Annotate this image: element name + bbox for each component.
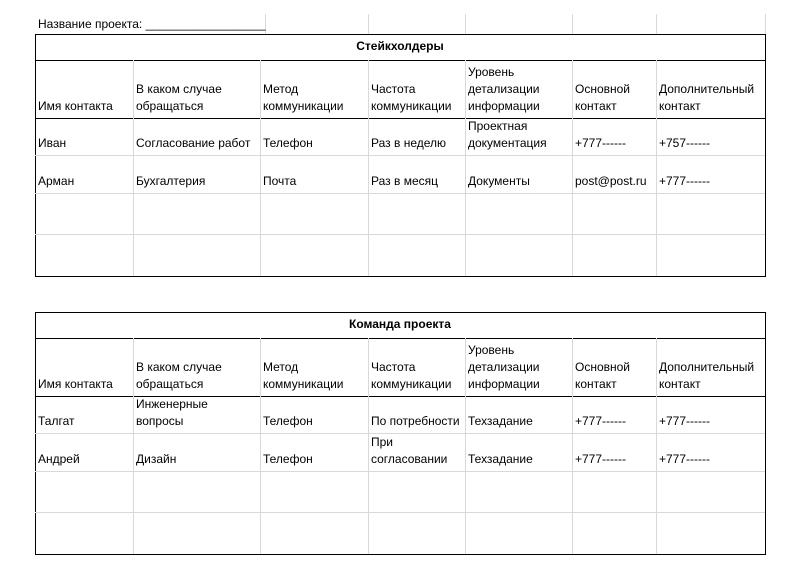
cell-text: Арман	[38, 174, 75, 188]
table-cell	[468, 396, 533, 430]
grid-line	[465, 338, 466, 554]
column-header	[38, 338, 113, 393]
table-cell	[575, 155, 647, 190]
cell-text: обращаться	[136, 99, 204, 113]
column-header	[263, 60, 344, 115]
grid-line	[572, 60, 573, 276]
column-header	[659, 60, 754, 115]
table-cell	[263, 118, 313, 152]
table-border	[765, 312, 766, 555]
cell-text: Телефон	[263, 136, 313, 150]
table-cell	[575, 396, 626, 430]
project-name-label: Название проекта: __________________	[38, 17, 266, 31]
cell-text: обращаться	[136, 377, 204, 391]
grid-line	[368, 338, 369, 554]
cell-text: Уровень	[468, 343, 515, 357]
table-cell	[659, 433, 710, 468]
table-cell	[575, 433, 626, 468]
table-cell	[136, 155, 205, 190]
grid-line	[656, 60, 657, 276]
cell-text: Раз в месяц	[371, 174, 438, 188]
table-cell	[263, 433, 313, 468]
cell-text: Частота	[371, 360, 416, 374]
column-header	[371, 60, 452, 115]
cell-text: Основной	[575, 360, 631, 374]
cell-text: Телефон	[263, 452, 313, 466]
cell-text: информации	[468, 99, 540, 113]
cell-text: Проектная	[468, 119, 528, 133]
table-cell	[659, 118, 710, 152]
cell-text: +777------	[575, 136, 627, 150]
table-border	[35, 554, 765, 555]
table-cell	[371, 118, 446, 152]
cell-text: +777------	[659, 452, 711, 466]
cell-text: Дополнительный	[659, 360, 755, 374]
table-cell	[468, 155, 530, 190]
grid-line	[368, 60, 369, 276]
table-border	[35, 34, 765, 35]
column-header	[575, 60, 630, 115]
column-header	[263, 338, 344, 393]
cell-text: При	[371, 435, 394, 449]
table-cell	[659, 396, 710, 430]
grid-line	[368, 14, 369, 34]
table-cell	[468, 433, 533, 468]
cell-text: Иван	[38, 136, 67, 150]
column-header	[468, 60, 540, 115]
table-cell	[371, 155, 438, 190]
column-header	[575, 338, 630, 393]
column-header	[371, 338, 452, 393]
grid-line	[465, 14, 466, 34]
cell-text: Инженерные	[136, 397, 208, 411]
table-cell	[371, 433, 447, 468]
table-cell	[136, 433, 176, 468]
cell-text: Раз в неделю	[371, 136, 447, 150]
column-header	[659, 338, 754, 393]
column-header	[136, 60, 222, 115]
table-cell	[371, 396, 460, 430]
cell-text: Имя контакта	[38, 99, 113, 113]
cell-text: Дополнительный	[659, 82, 755, 96]
table-cell	[659, 155, 710, 190]
grid-line	[656, 338, 657, 554]
cell-text: Андрей	[38, 452, 80, 466]
cell-text: Техзадание	[468, 414, 533, 428]
section-title: Стейкхолдеры	[356, 39, 444, 53]
cell-text: +777------	[659, 414, 711, 428]
grid-line	[572, 14, 573, 34]
cell-text: Имя контакта	[38, 377, 113, 391]
cell-text: согласовании	[371, 452, 448, 466]
cell-text: Почта	[263, 174, 297, 188]
grid-line	[572, 338, 573, 554]
cell-text: контакт	[659, 377, 701, 391]
grid-line	[465, 60, 466, 276]
grid-line	[260, 60, 261, 276]
cell-text: коммуникации	[371, 99, 452, 113]
grid-line	[260, 338, 261, 554]
cell-text: контакт	[659, 99, 701, 113]
cell-text: Талгат	[38, 414, 75, 428]
cell-text: +757------	[659, 136, 711, 150]
cell-text: документация	[468, 136, 547, 150]
column-header	[136, 338, 222, 393]
cell-text: post@post.ru	[575, 174, 647, 188]
table-cell	[38, 433, 80, 468]
cell-text: Документы	[468, 174, 530, 188]
cell-text: По потребности	[371, 414, 460, 428]
cell-text: вопросы	[136, 414, 184, 428]
cell-text: Частота	[371, 82, 416, 96]
table-cell	[575, 118, 626, 152]
table-cell	[263, 155, 296, 190]
cell-text: коммуникации	[263, 99, 344, 113]
table-cell	[136, 118, 250, 152]
cell-text: Основной	[575, 82, 631, 96]
grid-line	[765, 14, 766, 34]
table-cell	[468, 118, 547, 152]
table-border	[35, 312, 765, 313]
cell-text: В каком случае	[136, 82, 222, 96]
cell-text: +777------	[575, 414, 627, 428]
section-title: Команда проекта	[349, 317, 451, 331]
cell-text: Бухгалтерия	[136, 174, 206, 188]
cell-text: контакт	[575, 377, 617, 391]
table-cell	[38, 155, 74, 190]
cell-text: детализации	[468, 360, 540, 374]
cell-text: Метод	[263, 360, 299, 374]
cell-text: Дизайн	[136, 452, 177, 466]
column-header	[468, 338, 540, 393]
cell-text: В каком случае	[136, 360, 222, 374]
cell-text: детализации	[468, 82, 540, 96]
table-cell	[136, 396, 208, 430]
cell-text: Метод	[263, 82, 299, 96]
cell-text: информации	[468, 377, 540, 391]
table-border	[765, 34, 766, 277]
table-cell	[38, 396, 75, 430]
cell-text: Согласование работ	[136, 136, 251, 150]
cell-text: Уровень	[468, 65, 515, 79]
cell-text: Телефон	[263, 414, 313, 428]
table-cell	[263, 396, 313, 430]
cell-text: контакт	[575, 99, 617, 113]
grid-line	[656, 14, 657, 34]
cell-text: +777------	[575, 452, 627, 466]
grid-line	[133, 60, 134, 276]
cell-text: Техзадание	[468, 452, 533, 466]
column-header	[38, 60, 113, 115]
table-border	[35, 276, 765, 277]
cell-text: +777------	[659, 174, 711, 188]
grid-line	[133, 338, 134, 554]
table-cell	[38, 118, 66, 152]
cell-text: коммуникации	[371, 377, 452, 391]
cell-text: коммуникации	[263, 377, 344, 391]
